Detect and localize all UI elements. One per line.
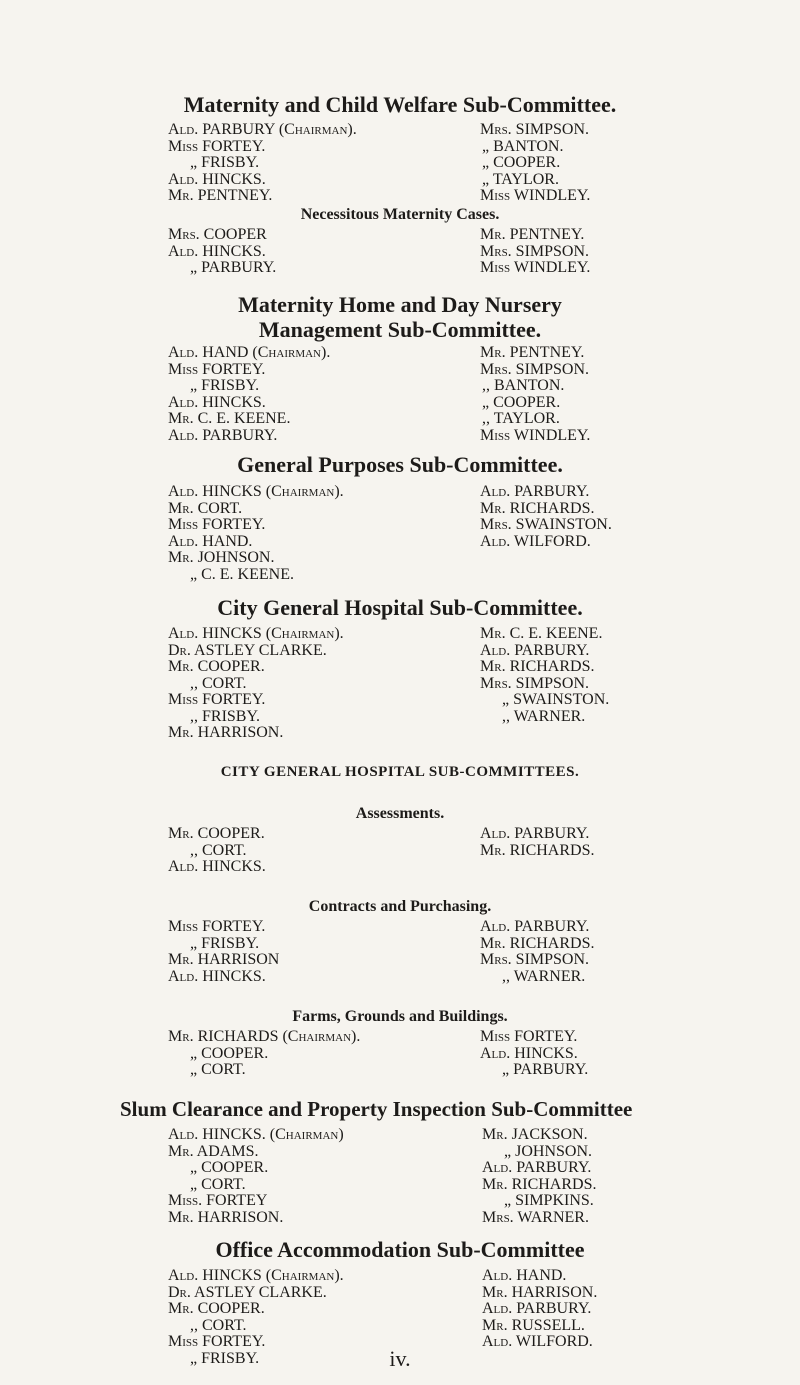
necessitous-heading: Necessitous Maternity Cases. bbox=[300, 206, 500, 223]
member-line: Mr. HARRISON. bbox=[168, 1208, 284, 1226]
member-line: Miss WINDLEY. bbox=[480, 187, 591, 204]
member-line: Ald. HINCKS (Chairman). bbox=[168, 1267, 344, 1284]
slum-heading: Slum Clearance and Property Inspection Sub-Committee bbox=[120, 1097, 633, 1121]
city-general-subcommittees-heading: CITY GENERAL HOSPITAL SUB-COMMITTEES. bbox=[220, 764, 580, 780]
member-line: Mr. RICHARDS (Chairman). bbox=[168, 1028, 361, 1045]
office-right-column bbox=[482, 1268, 597, 1351]
member-line: Ald. HINCKS. bbox=[168, 242, 266, 260]
member-line: Ald. PARBURY (Chairman). bbox=[168, 121, 357, 138]
member-line: Ald. HINCKS. bbox=[168, 393, 266, 411]
member-line: Mr. CORT. bbox=[168, 499, 243, 517]
farms-right-column bbox=[480, 1029, 588, 1079]
general-purposes-left-column bbox=[168, 484, 344, 583]
member-line: „ FRISBY. bbox=[190, 934, 260, 952]
member-line: Mr. JACKSON. bbox=[482, 1126, 588, 1143]
member-line: „ PARBURY. bbox=[190, 259, 277, 276]
assessments-left-column bbox=[168, 826, 266, 876]
member-line: Mrs. SIMPSON. bbox=[480, 951, 590, 968]
member-line: Miss FORTEY. bbox=[168, 360, 266, 378]
member-line: Mr. RICHARDS. bbox=[480, 841, 595, 859]
city-general-heading: City General Hospital Sub-Committee. bbox=[217, 595, 583, 620]
member-line: Miss WINDLEY. bbox=[480, 259, 591, 276]
member-line: ,, CORT. bbox=[190, 841, 247, 859]
maternity-heading: Maternity and Child Welfare Sub-Committee. bbox=[183, 92, 617, 117]
slum-left-column bbox=[168, 1127, 344, 1226]
city-general-right-column bbox=[480, 626, 609, 725]
member-line: ,, BANTON. bbox=[482, 377, 565, 394]
member-line: Dr. ASTLEY CLARKE. bbox=[168, 1283, 327, 1301]
member-line: Ald. HINCKS (Chairman). bbox=[168, 625, 344, 642]
necessitous-left-column bbox=[168, 227, 276, 277]
member-line: ,, WARNER. bbox=[502, 967, 586, 985]
member-line: „ C. E. KEENE. bbox=[190, 565, 294, 583]
member-line: Ald. PARBURY. bbox=[480, 483, 590, 500]
maternity-left-column bbox=[168, 122, 357, 205]
member-line: Ald. HINCKS. bbox=[480, 1044, 578, 1062]
necessitous-right-column bbox=[480, 227, 590, 277]
member-line: Ald. PARBURY. bbox=[480, 641, 590, 659]
member-line: Mr. ADAMS. bbox=[168, 1142, 259, 1160]
farms-heading: Farms, Grounds and Buildings. bbox=[292, 1008, 508, 1025]
assessments-right-column bbox=[480, 826, 594, 859]
member-line: Miss. FORTEY bbox=[168, 1192, 268, 1209]
member-line: Mr. COOPER. bbox=[168, 658, 265, 675]
member-line: Ald. PARBURY. bbox=[480, 825, 590, 842]
member-line: „ TAYLOR. bbox=[482, 170, 559, 188]
member-line: Mr. PENTNEY. bbox=[480, 226, 585, 243]
member-line: ,, CORT. bbox=[190, 1316, 247, 1334]
member-line: Mr. COOPER. bbox=[168, 1300, 265, 1317]
member-line: ,, CORT. bbox=[190, 674, 247, 692]
member-line: Miss WINDLEY. bbox=[480, 426, 591, 444]
maternity-home-heading-line2: Management Sub-Committee. bbox=[258, 317, 542, 342]
member-line: Mrs. SIMPSON. bbox=[480, 360, 590, 378]
maternity-right-column bbox=[480, 122, 590, 205]
member-line: „ PARBURY. bbox=[502, 1061, 589, 1078]
member-line: Mr. RICHARDS. bbox=[480, 658, 595, 675]
member-line: Mr. RICHARDS. bbox=[480, 499, 595, 517]
member-line: Ald. PARBURY. bbox=[168, 426, 278, 444]
member-line: Miss FORTEY. bbox=[168, 516, 266, 533]
contracts-heading: Contracts and Purchasing. bbox=[308, 898, 492, 915]
general-purposes-heading: General Purposes Sub-Committee. bbox=[237, 452, 563, 477]
member-line: Dr. ASTLEY CLARKE. bbox=[168, 641, 327, 659]
member-line: Mr. C. E. KEENE. bbox=[480, 625, 603, 642]
member-line: ,, TAYLOR. bbox=[482, 410, 560, 427]
member-line: Mr. RICHARDS. bbox=[482, 1175, 597, 1193]
member-line: Ald. PARBURY. bbox=[482, 1159, 592, 1176]
member-line: „ COOPER. bbox=[482, 154, 561, 171]
assessments-heading: Assessments. bbox=[355, 805, 445, 822]
member-line: „ COOPER. bbox=[190, 1044, 269, 1062]
maternity-home-heading-line1: Maternity Home and Day Nursery bbox=[238, 292, 562, 317]
slum-right-column bbox=[482, 1127, 596, 1226]
member-line: Mr. HARRISON. bbox=[168, 724, 284, 741]
member-line: Ald. WILFORD. bbox=[482, 1333, 593, 1350]
maternity-home-right-column bbox=[480, 345, 590, 444]
member-line: Ald. HINCKS (Chairman). bbox=[168, 483, 344, 500]
member-line: Ald. WILFORD. bbox=[480, 532, 591, 550]
contracts-right-column bbox=[480, 919, 594, 985]
member-line: Mr. C. E. KEENE. bbox=[168, 410, 291, 427]
member-line: Miss FORTEY. bbox=[480, 1028, 578, 1045]
member-line: „ SWAINSTON. bbox=[502, 691, 610, 708]
member-line: Ald. HINCKS. bbox=[168, 170, 266, 188]
member-line: „ COOPER. bbox=[482, 393, 561, 411]
member-line: Ald. HAND (Chairman). bbox=[168, 344, 331, 361]
member-line: „ JOHNSON. bbox=[504, 1142, 592, 1160]
member-line: „ SIMPKINS. bbox=[504, 1192, 594, 1209]
member-line: Mrs. WARNER. bbox=[482, 1208, 589, 1226]
member-line: Mrs. SIMPSON. bbox=[480, 242, 590, 260]
general-purposes-right-column bbox=[480, 484, 612, 550]
member-line: Ald. HAND. bbox=[482, 1267, 567, 1284]
member-line: Miss FORTEY. bbox=[168, 137, 266, 155]
member-line: Mr. PENTNEY. bbox=[480, 344, 585, 361]
member-line: „ CORT. bbox=[190, 1175, 246, 1193]
member-line: Ald. HINCKS. bbox=[168, 967, 266, 985]
member-line: Ald. PARBURY. bbox=[480, 918, 590, 935]
member-line: Mrs. SWAINSTON. bbox=[480, 516, 612, 533]
city-general-left-column bbox=[168, 626, 344, 742]
member-line: Ald. HINCKS. (Chairman) bbox=[168, 1126, 344, 1143]
member-line: Mrs. COOPER bbox=[168, 226, 267, 243]
member-line: Miss FORTEY. bbox=[168, 1333, 266, 1350]
member-line: „ COOPER. bbox=[190, 1159, 269, 1176]
contracts-left-column bbox=[168, 919, 279, 985]
member-line: Ald. PARBURY. bbox=[482, 1300, 592, 1317]
office-heading: Office Accommodation Sub-Committee bbox=[215, 1237, 585, 1262]
member-line: Mr. PENTNEY. bbox=[168, 187, 273, 204]
member-line: Ald. HAND. bbox=[168, 532, 253, 550]
member-line: ,, FRISBY. bbox=[190, 707, 260, 725]
member-line: „ FRISBY. bbox=[190, 377, 260, 394]
member-line: Ald. HINCKS. bbox=[168, 858, 266, 875]
member-line: Mrs. SIMPSON. bbox=[480, 121, 590, 138]
member-line: Miss FORTEY. bbox=[168, 918, 266, 935]
member-line: Mr. RICHARDS. bbox=[480, 934, 595, 952]
member-line: „ FRISBY. bbox=[190, 154, 260, 171]
farms-left-column bbox=[168, 1029, 360, 1079]
member-line: Miss FORTEY. bbox=[168, 691, 266, 708]
maternity-home-left-column bbox=[168, 345, 330, 444]
member-line: Mr. RUSSELL. bbox=[482, 1316, 585, 1334]
member-line: „ BANTON. bbox=[482, 137, 564, 155]
member-line: „ FRISBY. bbox=[190, 1349, 260, 1367]
member-line: Mrs. SIMPSON. bbox=[480, 674, 590, 692]
member-line: „ CORT. bbox=[190, 1061, 246, 1078]
member-line: ,, WARNER. bbox=[502, 707, 586, 725]
member-line: Mr. HARRISON. bbox=[482, 1283, 598, 1301]
member-line: Mr. JOHNSON. bbox=[168, 549, 275, 566]
member-line: Mr. HARRISON bbox=[168, 951, 280, 968]
page-number: iv. bbox=[389, 1346, 411, 1371]
member-line: Mr. COOPER. bbox=[168, 825, 265, 842]
